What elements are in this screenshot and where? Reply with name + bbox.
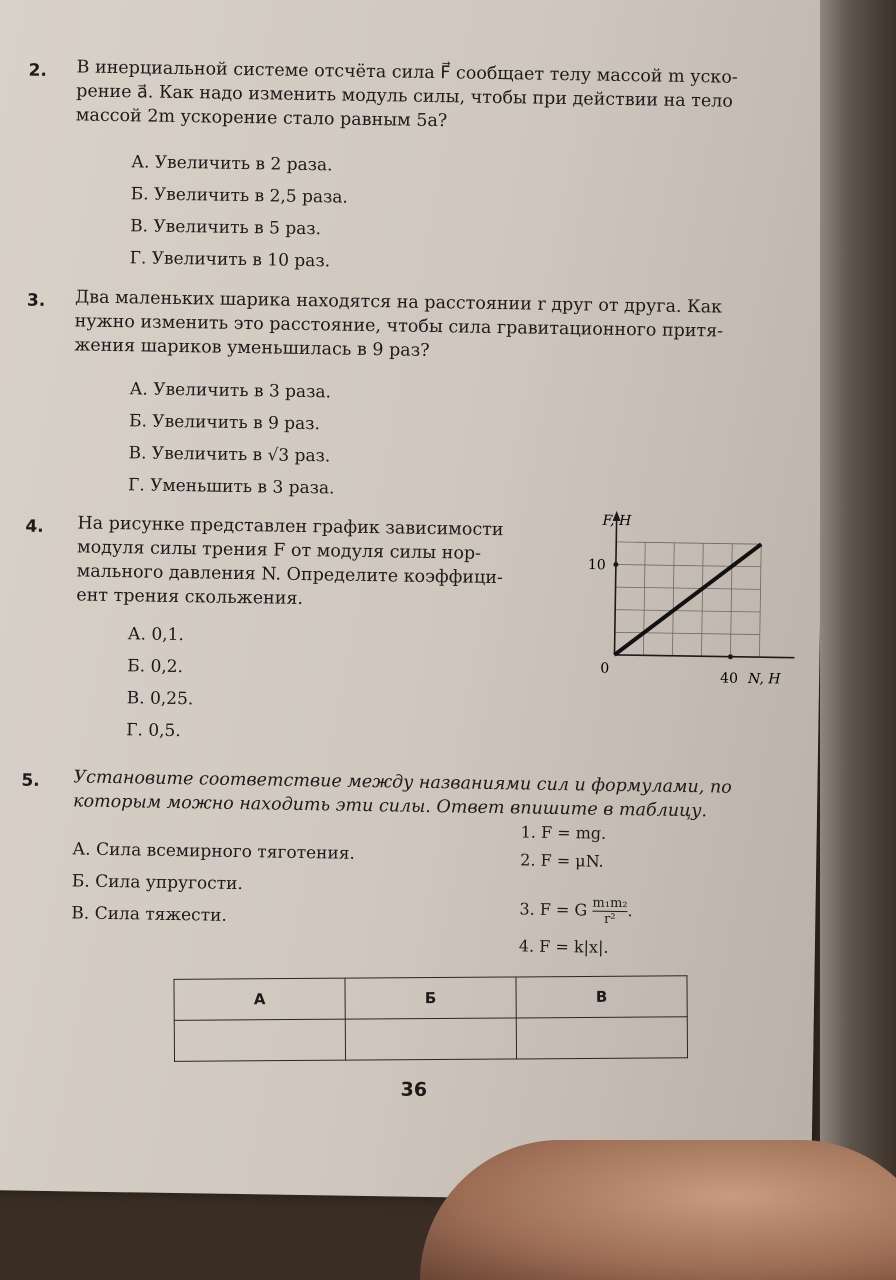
grid-line-vertical xyxy=(701,543,703,656)
q3-answer-v: В. Увеличить в √3 раз. xyxy=(128,443,331,467)
q2-number: 2. xyxy=(28,60,48,81)
grid-line-horizontal xyxy=(615,610,760,612)
answer-cell-b[interactable] xyxy=(345,1018,516,1060)
q3-answer-b: Б. Увеличить в 9 раз. xyxy=(128,411,321,435)
q3-answer-g: Г. Уменьшить в 3 раза. xyxy=(127,475,335,499)
grid-line-vertical xyxy=(730,544,732,657)
grid-line-horizontal xyxy=(616,542,761,544)
formula-3-prefix: 3. F = G xyxy=(519,899,588,920)
q2-line-2: рение a⃗. Как надо изменить модуль силы, чтобы при действии на тело xyxy=(76,81,734,112)
friction-chart xyxy=(584,504,802,707)
q2-answer-v: В. Увеличить в 5 раз. xyxy=(129,216,322,240)
formula-3 xyxy=(519,894,633,927)
formula-3-suffix: . xyxy=(627,901,633,921)
grid-line-horizontal xyxy=(616,587,761,589)
answer-table-header-v: В xyxy=(516,976,687,1018)
q3-answer-a: А. Увеличить в 3 раза. xyxy=(129,379,332,403)
formula-1: 1. F = mg. xyxy=(520,822,607,843)
q5-text xyxy=(73,765,732,823)
grid-line-horizontal xyxy=(615,632,760,634)
y-tick-label-10: 10 xyxy=(587,557,606,574)
answer-table-header-a: А xyxy=(174,978,345,1020)
q4-line-2: модуля силы трения F от модуля силы нор- xyxy=(76,537,482,564)
q4-text xyxy=(76,511,504,614)
q5-line-2: которым можно находить эти силы. Ответ впишите в таблицу. xyxy=(72,791,708,822)
q4-answer-a: А. 0,1. xyxy=(127,624,185,646)
q4-answer-g: Г. 0,5. xyxy=(126,720,181,742)
q5-force-a: А. Сила всемирного тяготения. xyxy=(72,839,356,864)
y-axis-label: F, Н xyxy=(602,512,632,530)
answer-table-header-b: Б xyxy=(345,977,516,1019)
q2-text xyxy=(76,55,738,137)
q2-answer-b: Б. Увеличить в 2,5 раза. xyxy=(130,184,349,208)
q2-line-1: В инерциальной системе отсчёта сила F⃗ сообщает телу массой m уско- xyxy=(76,57,738,88)
q4-answer-b: Б. 0,2. xyxy=(127,656,184,678)
q4-line-3: мального давления N. Определите коэффици- xyxy=(76,561,504,589)
q2-answer-a: А. Увеличить в 2 раза. xyxy=(130,152,333,176)
q4-answer-v: В. 0,25. xyxy=(126,688,194,710)
q5-force-b: Б. Сила упругости. xyxy=(71,871,243,895)
q3-line-3: жения шариков уменьшилась в 9 раз? xyxy=(74,335,430,361)
page-number: 36 xyxy=(400,1078,428,1102)
q4-line-4: ент трения скольжения. xyxy=(76,585,304,609)
answer-table xyxy=(173,975,688,1062)
q2-line-3: массой 2m ускорение стало равным 5a? xyxy=(75,105,448,132)
formula-4: 4. F = k|x|. xyxy=(518,936,609,957)
grid-line-vertical xyxy=(672,543,674,656)
q3-line-1: Два маленьких шарика находятся на расстоянии r друг от друга. Как xyxy=(74,287,723,318)
formula-3-fraction xyxy=(592,896,628,928)
formula-2: 2. F = μN. xyxy=(520,850,604,871)
q3-line-2: нужно изменить это расстояние, чтобы сила гравитационного притя- xyxy=(74,311,724,342)
tick-marker xyxy=(613,562,618,567)
answer-table-input-row xyxy=(174,1017,687,1062)
q5-number: 5. xyxy=(21,770,40,791)
q3-text xyxy=(74,285,724,367)
y-axis xyxy=(614,517,616,655)
grid-line-vertical xyxy=(759,544,761,657)
q2-answer-g: Г. Увеличить в 10 раз. xyxy=(129,248,331,272)
finger-in-frame xyxy=(420,1140,896,1280)
q4-line-1: На рисунке представлен график зависимости xyxy=(77,513,504,541)
q5-line-1: Установите соответствие между названиями сил и формулами, по xyxy=(73,767,732,798)
formula-3-numerator: m₁m₂ xyxy=(592,895,628,912)
formula-3-denominator: r² xyxy=(603,911,616,927)
answer-table-header-row xyxy=(174,976,687,1021)
q5-force-v: В. Сила тяжести. xyxy=(71,903,227,926)
x-axis xyxy=(614,655,794,658)
book-edge xyxy=(820,0,896,1200)
series-line xyxy=(614,542,761,657)
answer-cell-a[interactable] xyxy=(174,1019,345,1061)
x-axis-label: N, Н xyxy=(747,670,781,688)
q4-number: 4. xyxy=(25,516,44,537)
tick-marker xyxy=(728,654,733,659)
grid-line-vertical xyxy=(643,542,645,655)
grid-line-horizontal xyxy=(616,565,761,567)
q3-number: 3. xyxy=(26,290,46,311)
x-tick-label-0: 0 xyxy=(600,660,610,677)
answer-cell-v[interactable] xyxy=(516,1017,687,1059)
x-tick-label-40: 40 xyxy=(719,670,739,687)
